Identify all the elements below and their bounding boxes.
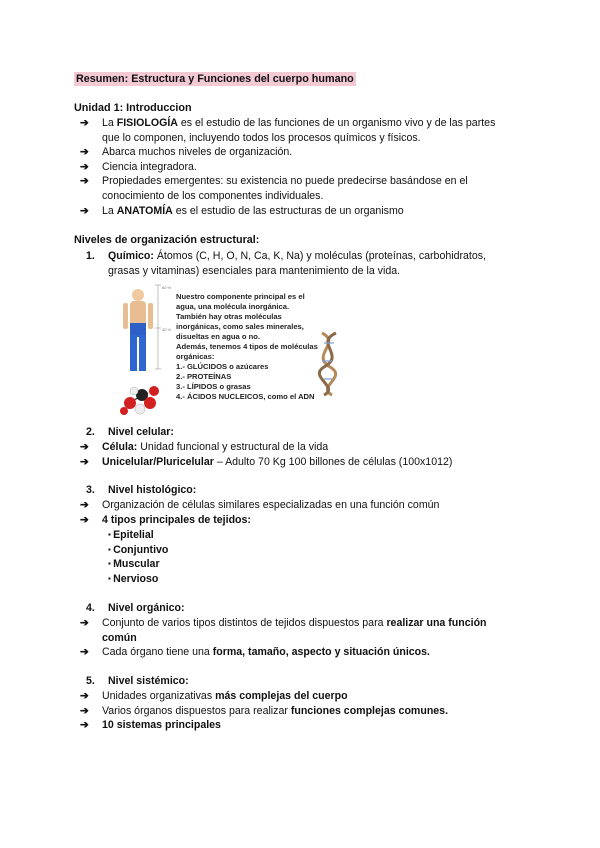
sistemico-number: 5. <box>86 675 95 687</box>
quimico-text: Químico: Átomos (C, H, O, N, Ca, K, Na) y moléculas (proteínas, carbohidratos, grasas y vitaminas) esenciales para mantenimiento de la vida. <box>108 250 486 277</box>
arrow-icon: ➔ <box>80 513 89 526</box>
list-item: ➔ Cada órgano tiene una forma, tamaño, aspecto y situación únicos. <box>80 646 430 659</box>
list-item: ▪ Conjuntivo <box>108 543 168 558</box>
tejidos-list <box>108 528 168 586</box>
arrow-icon: ➔ <box>80 719 89 732</box>
arrow-icon: ➔ <box>80 160 89 173</box>
quimico-number: 1. <box>86 250 95 262</box>
organico-number: 4. <box>86 602 95 614</box>
list-item: ➔ Varios órganos dispuestos para realizar funciones complejas comunes. <box>80 704 449 717</box>
celular-list <box>74 440 544 469</box>
list-item: ➔ La ANATOMÍA es el estudio de las estructuras de un organismo <box>80 204 404 217</box>
niveles-heading: Niveles de organización estructural: <box>74 234 260 246</box>
organico-heading: Nivel orgánico: <box>108 602 185 614</box>
molecule-model-icon <box>120 386 159 415</box>
arrow-icon: ➔ <box>80 146 89 159</box>
scale-label-mid: 40 % <box>162 327 172 332</box>
arrow-icon: ➔ <box>80 646 89 659</box>
arrow-icon: ➔ <box>80 117 89 129</box>
histologico-heading: Nivel histológico: <box>108 484 197 496</box>
sistemico-list <box>74 689 544 733</box>
list-item: ➔ Organización de células similares especializadas en una función común <box>80 499 440 511</box>
list-item: ➔ Ciencia integradora. <box>80 160 197 173</box>
arrow-icon: ➔ <box>80 704 89 717</box>
list-item: ▪ Epitelial <box>108 528 168 543</box>
arrow-icon: ➔ <box>80 617 89 629</box>
list-item: ➔ Abarca muchos niveles de organización. <box>80 146 293 159</box>
list-item: ➔ La FISIOLOGÍA es el estudio de las funciones de un organismo vivo y de las partes que lo componen, incluyendo todos los procesos químicos y físicos. <box>80 117 496 144</box>
page-title: Resumen: Estructura y Funciones del cuerpo humano <box>76 73 354 85</box>
list-item: ➔ Unidades organizativas más complejas del cuerpo <box>80 690 348 702</box>
histologico-number: 3. <box>86 484 95 496</box>
unidad1-list <box>74 116 534 218</box>
scale-label-top: 60 % <box>162 285 172 290</box>
unidad1-heading: Unidad 1: Introduccion <box>74 102 192 114</box>
list-item: ▪ Muscular <box>108 557 168 572</box>
celular-heading: Nivel celular: <box>108 426 174 438</box>
arrow-icon: ➔ <box>80 499 89 511</box>
arrow-icon: ➔ <box>80 690 89 702</box>
sistemico-heading: Nivel sistémico: <box>108 675 189 687</box>
list-item: ➔ 10 sistemas principales <box>80 719 221 732</box>
list-item: ▪ Nervioso <box>108 572 168 587</box>
list-item: ➔ Célula: Unidad funcional y estructural de la vida <box>80 441 329 453</box>
list-item: ➔ Unicelular/Pluricelular – Adulto 70 Kg 100 billones de células (100x1012) <box>80 455 453 468</box>
list-item: ➔ 4 tipos principales de tejidos: <box>80 513 251 526</box>
figure-caption: Nuestro componente principal es el agua, una molécula inorgánica. También hay otras moléculas inorgánicas, como sales minerales, disueltas en agua o no. Además, tenemos 4 tipos de moléculas orgánicas: 1.- GLÚCIDOS o azúcares 2.- PROTEÍNAS 3.- LÍPIDOS o grasas 4.- ÁCIDOS NUCLEICOS, como el ADN <box>176 292 318 401</box>
human-body-figure <box>123 285 172 371</box>
arrow-icon: ➔ <box>80 175 89 188</box>
organico-list <box>74 616 544 660</box>
arrow-icon: ➔ <box>80 204 89 217</box>
list-item: ➔ Propiedades emergentes: su existencia no puede predecirse basándose en el conocimiento de los componentes individuales. <box>80 175 468 202</box>
histologico-list <box>74 498 544 527</box>
list-item: ➔ Conjunto de varios tipos distintos de tejidos dispuestos para realizar una función común <box>80 617 487 644</box>
arrow-icon: ➔ <box>80 455 89 468</box>
arrow-icon: ➔ <box>80 441 89 453</box>
celular-number: 2. <box>86 426 95 438</box>
